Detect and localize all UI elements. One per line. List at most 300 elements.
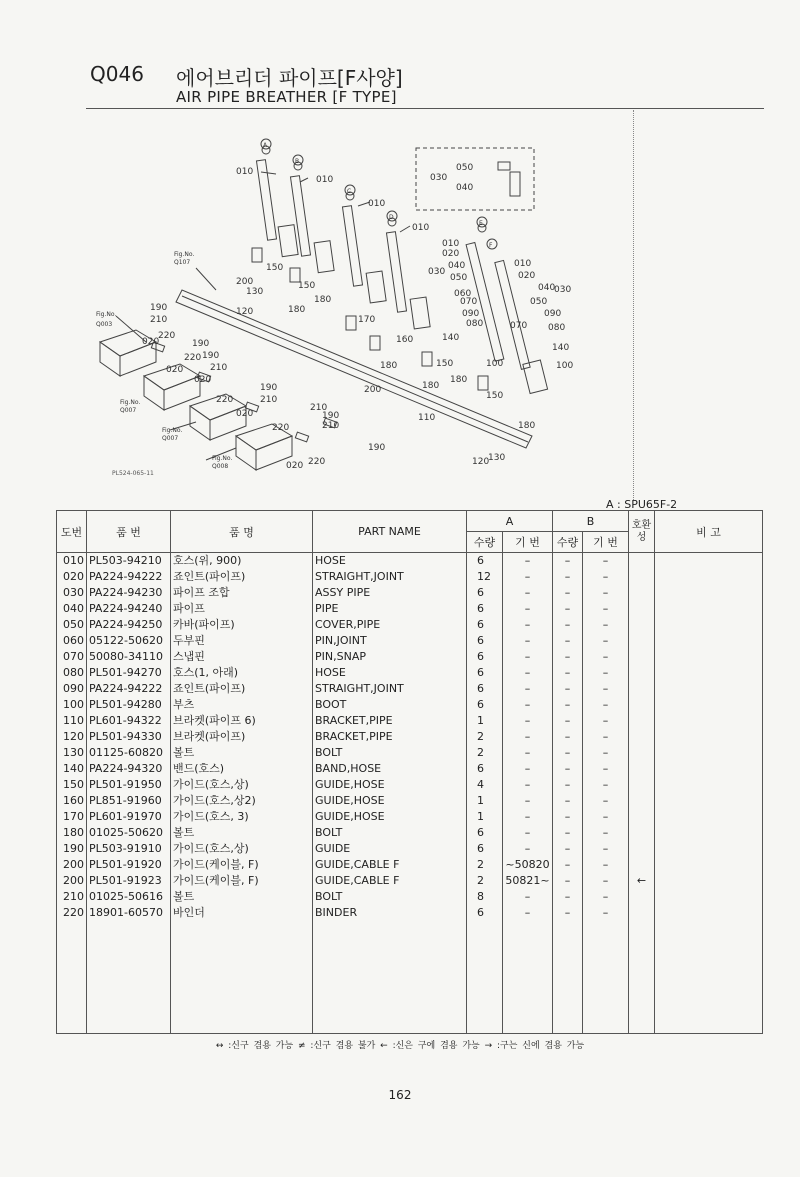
qty-b-cell: – <box>553 761 583 777</box>
qty-b-cell: – <box>553 809 583 825</box>
compat-cell <box>629 569 655 585</box>
qty-a-cell: 1 <box>467 793 503 809</box>
qty-a-cell: 8 <box>467 889 503 905</box>
part-name-kr-cell: 볼트 <box>171 825 313 841</box>
part-no-cell: 200 <box>57 873 87 889</box>
serial-a-cell: – <box>503 825 553 841</box>
part-number-cell: PA224-94222 <box>87 681 171 697</box>
svg-text:090: 090 <box>544 309 562 319</box>
serial-a-cell: – <box>503 649 553 665</box>
svg-text:C: C <box>347 188 352 195</box>
header-group-a: A <box>467 511 553 532</box>
part-name-cell: HOSE <box>313 665 467 681</box>
table-row <box>57 633 763 649</box>
svg-text:010: 010 <box>514 259 532 269</box>
svg-text:010: 010 <box>412 223 430 233</box>
part-name-kr-cell: 가이드(케이블, F) <box>171 873 313 889</box>
svg-text:190: 190 <box>260 383 278 393</box>
empty-cell <box>553 921 583 1034</box>
table-row <box>57 825 763 841</box>
compat-cell <box>629 841 655 857</box>
part-no-cell: 130 <box>57 745 87 761</box>
empty-cell <box>57 921 87 1034</box>
part-number-cell: 01125-60820 <box>87 745 171 761</box>
remarks-cell <box>655 665 763 681</box>
serial-b-cell: – <box>583 681 629 697</box>
parts-diagram-svg <box>86 130 646 486</box>
svg-text:010: 010 <box>316 175 334 185</box>
table-row <box>57 601 763 617</box>
remarks-cell <box>655 745 763 761</box>
part-number-cell: 01025-50616 <box>87 889 171 905</box>
serial-b-cell: – <box>583 889 629 905</box>
qty-b-cell: – <box>553 553 583 570</box>
table-filler-row <box>57 921 763 1034</box>
diagram-ref-code: PL524-065-11 <box>112 470 154 477</box>
serial-b-cell: – <box>583 569 629 585</box>
part-name-cell: BOLT <box>313 745 467 761</box>
serial-b-cell: – <box>583 825 629 841</box>
page-number: 162 <box>388 1088 412 1102</box>
svg-text:150: 150 <box>486 391 504 401</box>
part-name-cell: GUIDE <box>313 841 467 857</box>
part-name-cell: PIN,JOINT <box>313 633 467 649</box>
part-number-cell: 01025-50620 <box>87 825 171 841</box>
header-serial-a: 기 번 <box>503 532 553 553</box>
serial-a-cell: – <box>503 761 553 777</box>
part-number-cell: PL501-94280 <box>87 697 171 713</box>
qty-a-cell: 6 <box>467 825 503 841</box>
table-row <box>57 761 763 777</box>
part-number-cell: PA224-94240 <box>87 601 171 617</box>
svg-text:Fig.No.: Fig.No. <box>162 427 183 434</box>
part-number-cell: PL503-91910 <box>87 841 171 857</box>
svg-text:210: 210 <box>310 403 328 413</box>
qty-b-cell: – <box>553 793 583 809</box>
part-no-cell: 110 <box>57 713 87 729</box>
serial-a-cell: – <box>503 713 553 729</box>
empty-cell <box>629 921 655 1034</box>
svg-text:210: 210 <box>322 421 340 431</box>
qty-a-cell: 6 <box>467 681 503 697</box>
remarks-cell <box>655 889 763 905</box>
table-row <box>57 697 763 713</box>
compat-cell <box>629 681 655 697</box>
part-number-cell: PL501-91920 <box>87 857 171 873</box>
compat-cell <box>629 745 655 761</box>
serial-a-cell: – <box>503 697 553 713</box>
part-no-cell: 010 <box>57 553 87 570</box>
part-no-cell: 150 <box>57 777 87 793</box>
svg-text:150: 150 <box>436 359 454 369</box>
svg-text:130: 130 <box>488 453 506 463</box>
svg-text:220: 220 <box>216 395 234 405</box>
compat-cell <box>629 777 655 793</box>
remarks-cell <box>655 697 763 713</box>
part-name-cell: GUIDE,HOSE <box>313 809 467 825</box>
header-group-b: B <box>553 511 629 532</box>
svg-text:060: 060 <box>454 289 472 299</box>
part-no-cell: 020 <box>57 569 87 585</box>
qty-b-cell: – <box>553 905 583 921</box>
part-number-cell: PL501-91950 <box>87 777 171 793</box>
table-row <box>57 857 763 873</box>
hose-a <box>256 146 298 257</box>
svg-text:180: 180 <box>450 375 468 385</box>
serial-b-cell: – <box>583 585 629 601</box>
serial-a-cell: – <box>503 681 553 697</box>
parts-table <box>56 510 763 1034</box>
remarks-cell <box>655 873 763 889</box>
part-no-cell: 070 <box>57 649 87 665</box>
svg-text:Fig.No.: Fig.No. <box>212 455 233 462</box>
part-no-cell: 060 <box>57 633 87 649</box>
qty-b-cell: – <box>553 681 583 697</box>
part-no-cell: 180 <box>57 825 87 841</box>
remarks-cell <box>655 585 763 601</box>
svg-text:130: 130 <box>246 287 264 297</box>
svg-text:010: 010 <box>368 199 386 209</box>
svg-text:Fig.No.: Fig.No. <box>174 251 195 258</box>
part-no-cell: 030 <box>57 585 87 601</box>
parts-table-body <box>57 553 763 1034</box>
compat-cell <box>629 665 655 681</box>
part-no-cell: 080 <box>57 665 87 681</box>
svg-text:120: 120 <box>472 457 490 467</box>
hose-guide <box>290 268 300 282</box>
part-name-cell: HOSE <box>313 553 467 570</box>
qty-a-cell: 6 <box>467 841 503 857</box>
svg-text:210: 210 <box>150 315 168 325</box>
svg-text:010: 010 <box>442 239 460 249</box>
svg-text:A: A <box>263 142 268 149</box>
part-name-cell: BINDER <box>313 905 467 921</box>
hose-guide <box>370 336 380 350</box>
part-name-cell: BRACKET,PIPE <box>313 713 467 729</box>
compat-cell <box>629 889 655 905</box>
table-row <box>57 809 763 825</box>
compat-cell <box>629 649 655 665</box>
table-row <box>57 777 763 793</box>
hose-guide <box>252 248 262 262</box>
part-number-cell: 05122-50620 <box>87 633 171 649</box>
serial-a-cell: – <box>503 777 553 793</box>
part-name-cell: GUIDE,HOSE <box>313 793 467 809</box>
part-name-cell: GUIDE,CABLE F <box>313 857 467 873</box>
remarks-cell <box>655 905 763 921</box>
serial-b-cell: – <box>583 713 629 729</box>
part-name-cell: BAND,HOSE <box>313 761 467 777</box>
qty-b-cell: – <box>553 697 583 713</box>
compat-cell <box>629 857 655 873</box>
svg-text:090: 090 <box>462 309 480 319</box>
header-no: 도번 <box>57 511 87 553</box>
serial-a-cell: ~50820 <box>503 857 553 873</box>
serial-b-cell: – <box>583 809 629 825</box>
title-english: AIR PIPE BREATHER [F TYPE] <box>176 88 397 106</box>
part-name-kr-cell: 파이프 조합 <box>171 585 313 601</box>
compat-cell <box>629 729 655 745</box>
qty-b-cell: – <box>553 633 583 649</box>
part-number-cell: PA224-94250 <box>87 617 171 633</box>
svg-text:200: 200 <box>364 385 382 395</box>
serial-b-cell: – <box>583 745 629 761</box>
part-number-cell: PL501-94330 <box>87 729 171 745</box>
applicability-note: A : SPU65F-2 <box>606 498 678 511</box>
title-korean: 에어브리더 파이프[F사양] <box>176 66 403 90</box>
qty-a-cell: 6 <box>467 761 503 777</box>
part-name-cell: BOOT <box>313 697 467 713</box>
qty-a-cell: 6 <box>467 553 503 570</box>
remarks-cell <box>655 841 763 857</box>
qty-b-cell: – <box>553 873 583 889</box>
remarks-cell <box>655 825 763 841</box>
svg-text:020: 020 <box>194 375 212 385</box>
part-name-kr-cell: 두부핀 <box>171 633 313 649</box>
svg-text:200: 200 <box>236 277 254 287</box>
serial-a-cell: – <box>503 617 553 633</box>
qty-a-cell: 2 <box>467 857 503 873</box>
serial-b-cell: – <box>583 665 629 681</box>
serial-b-cell: – <box>583 617 629 633</box>
svg-text:180: 180 <box>288 305 306 315</box>
table-row <box>57 569 763 585</box>
part-name-kr-cell: 죠인트(파이프) <box>171 681 313 697</box>
serial-a-cell: – <box>503 841 553 857</box>
title-rule <box>86 108 764 109</box>
part-number-cell: PL601-94322 <box>87 713 171 729</box>
part-name-kr-cell: 부츠 <box>171 697 313 713</box>
remarks-cell <box>655 857 763 873</box>
qty-a-cell: 2 <box>467 729 503 745</box>
remarks-cell <box>655 569 763 585</box>
hose-guide <box>422 352 432 366</box>
empty-cell <box>583 921 629 1034</box>
empty-cell <box>503 921 553 1034</box>
serial-a-cell: – <box>503 665 553 681</box>
remarks-cell <box>655 793 763 809</box>
qty-a-cell: 1 <box>467 713 503 729</box>
svg-text:120: 120 <box>236 307 254 317</box>
svg-text:050: 050 <box>530 297 548 307</box>
serial-a-cell: 50821~ <box>503 873 553 889</box>
svg-text:210: 210 <box>260 395 278 405</box>
part-name-kr-cell: 가이드(호스, 3) <box>171 809 313 825</box>
part-name-cell: PIN,SNAP <box>313 649 467 665</box>
svg-text:180: 180 <box>380 361 398 371</box>
serial-a-cell: – <box>503 585 553 601</box>
qty-a-cell: 12 <box>467 569 503 585</box>
svg-text:150: 150 <box>266 263 284 273</box>
part-number-cell: 18901-60570 <box>87 905 171 921</box>
table-header-row <box>57 511 763 532</box>
serial-a-cell: – <box>503 729 553 745</box>
compat-cell <box>629 585 655 601</box>
part-name-kr-cell: 브라켓(파이프) <box>171 729 313 745</box>
header-compat: 호환성 <box>629 511 655 553</box>
serial-a-cell: – <box>503 889 553 905</box>
qty-a-cell: 4 <box>467 777 503 793</box>
empty-cell <box>313 921 467 1034</box>
part-no-cell: 100 <box>57 697 87 713</box>
part-no-cell: 140 <box>57 761 87 777</box>
serial-a-cell: – <box>503 745 553 761</box>
part-name-kr-cell: 가이드(호스,상) <box>171 841 313 857</box>
part-name-kr-cell: 죠인트(파이프) <box>171 569 313 585</box>
compatibility-legend: ↔ :신구 겸용 가능 ≠ :신구 겸용 불가 ← :신은 구에 겸용 가능 → :구는 신에 겸용 가능 <box>215 1041 585 1051</box>
qty-b-cell: – <box>553 665 583 681</box>
serial-b-cell: – <box>583 857 629 873</box>
svg-text:Q107: Q107 <box>174 259 191 266</box>
part-number-cell: 50080-34110 <box>87 649 171 665</box>
serial-b-cell: – <box>583 873 629 889</box>
compat-cell <box>629 825 655 841</box>
part-name-cell: BOLT <box>313 889 467 905</box>
svg-text:190: 190 <box>192 339 210 349</box>
svg-text:050: 050 <box>456 163 474 173</box>
serial-a-cell: – <box>503 633 553 649</box>
serial-b-cell: – <box>583 905 629 921</box>
header-remarks: 비 고 <box>655 511 763 553</box>
qty-a-cell: 1 <box>467 809 503 825</box>
svg-text:220: 220 <box>308 457 326 467</box>
page-code: Q046 <box>90 62 144 86</box>
serial-b-cell: – <box>583 601 629 617</box>
svg-text:070: 070 <box>510 321 528 331</box>
serial-a-cell: – <box>503 601 553 617</box>
svg-text:D: D <box>389 214 394 221</box>
qty-a-cell: 6 <box>467 665 503 681</box>
part-name-cell: BRACKET,PIPE <box>313 729 467 745</box>
svg-text:030: 030 <box>554 285 572 295</box>
part-no-cell: 190 <box>57 841 87 857</box>
svg-text:190: 190 <box>368 443 386 453</box>
svg-text:Fig.No.: Fig.No. <box>96 311 117 318</box>
remarks-cell <box>655 809 763 825</box>
table-row <box>57 585 763 601</box>
svg-text:100: 100 <box>486 359 504 369</box>
qty-a-cell: 2 <box>467 873 503 889</box>
part-name-cell: PIPE <box>313 601 467 617</box>
header-part-no: 품 번 <box>87 511 171 553</box>
inset-pipe <box>510 172 520 196</box>
svg-text:020: 020 <box>142 337 160 347</box>
qty-a-cell: 6 <box>467 905 503 921</box>
qty-b-cell: – <box>553 729 583 745</box>
serial-b-cell: – <box>583 761 629 777</box>
part-number-cell: PL503-94210 <box>87 553 171 570</box>
header-serial-b: 기 번 <box>583 532 629 553</box>
svg-text:040: 040 <box>538 283 556 293</box>
svg-text:080: 080 <box>548 323 566 333</box>
svg-text:020: 020 <box>442 249 460 259</box>
compat-cell <box>629 553 655 570</box>
svg-text:220: 220 <box>272 423 290 433</box>
compat-cell <box>629 633 655 649</box>
svg-text:040: 040 <box>448 261 466 271</box>
table-row <box>57 617 763 633</box>
svg-text:140: 140 <box>442 333 460 343</box>
header-qty-a: 수량 <box>467 532 503 553</box>
part-name-kr-cell: 파이프 <box>171 601 313 617</box>
svg-text:030: 030 <box>430 173 448 183</box>
svg-text:210: 210 <box>210 363 228 373</box>
qty-b-cell: – <box>553 745 583 761</box>
svg-text:220: 220 <box>184 353 202 363</box>
table-row <box>57 793 763 809</box>
compat-cell <box>629 697 655 713</box>
compat-cell <box>629 601 655 617</box>
qty-b-cell: – <box>553 857 583 873</box>
svg-text:110: 110 <box>418 413 436 423</box>
part-number-cell: PL851-91960 <box>87 793 171 809</box>
part-no-cell: 040 <box>57 601 87 617</box>
part-name-kr-cell: 가이드(호스,상) <box>171 777 313 793</box>
part-name-kr-cell: 가이드(케이블, F) <box>171 857 313 873</box>
table-row <box>57 553 763 570</box>
part-number-cell: PA224-94230 <box>87 585 171 601</box>
serial-a-cell: – <box>503 905 553 921</box>
svg-text:160: 160 <box>396 335 414 345</box>
remarks-cell <box>655 553 763 570</box>
qty-b-cell: – <box>553 569 583 585</box>
table-row <box>57 841 763 857</box>
remarks-cell <box>655 601 763 617</box>
parts-diagram <box>86 130 646 486</box>
svg-text:Q003: Q003 <box>96 321 113 328</box>
svg-text:Q007: Q007 <box>162 435 179 442</box>
header-qty-b: 수량 <box>553 532 583 553</box>
svg-text:020: 020 <box>166 365 184 375</box>
compat-cell <box>629 809 655 825</box>
svg-text:Fig.No.: Fig.No. <box>120 399 141 406</box>
part-no-cell: 120 <box>57 729 87 745</box>
part-name-cell: GUIDE,HOSE <box>313 777 467 793</box>
part-number-cell: PA224-94222 <box>87 569 171 585</box>
table-row <box>57 681 763 697</box>
svg-text:080: 080 <box>466 319 484 329</box>
table-row <box>57 649 763 665</box>
hose-guide <box>478 376 488 390</box>
part-no-cell: 170 <box>57 809 87 825</box>
svg-text:220: 220 <box>158 331 176 341</box>
serial-b-cell: – <box>583 793 629 809</box>
compat-cell <box>629 713 655 729</box>
svg-text:030: 030 <box>428 267 446 277</box>
serial-b-cell: – <box>583 729 629 745</box>
qty-a-cell: 6 <box>467 697 503 713</box>
part-number-cell: PL501-91923 <box>87 873 171 889</box>
svg-text:070: 070 <box>460 297 478 307</box>
hose-guide <box>346 316 356 330</box>
serial-b-cell: – <box>583 777 629 793</box>
svg-text:020: 020 <box>236 409 254 419</box>
svg-text:190: 190 <box>322 411 340 421</box>
compat-cell <box>629 761 655 777</box>
serial-b-cell: – <box>583 697 629 713</box>
part-name-kr-cell: 호스(1, 아래) <box>171 665 313 681</box>
qty-a-cell: 6 <box>467 601 503 617</box>
table-row <box>57 713 763 729</box>
remarks-cell <box>655 617 763 633</box>
qty-b-cell: – <box>553 713 583 729</box>
qty-b-cell: – <box>553 841 583 857</box>
svg-text:050: 050 <box>450 273 468 283</box>
qty-a-cell: 6 <box>467 649 503 665</box>
part-no-cell: 050 <box>57 617 87 633</box>
part-name-kr-cell: 스냅핀 <box>171 649 313 665</box>
qty-b-cell: – <box>553 649 583 665</box>
